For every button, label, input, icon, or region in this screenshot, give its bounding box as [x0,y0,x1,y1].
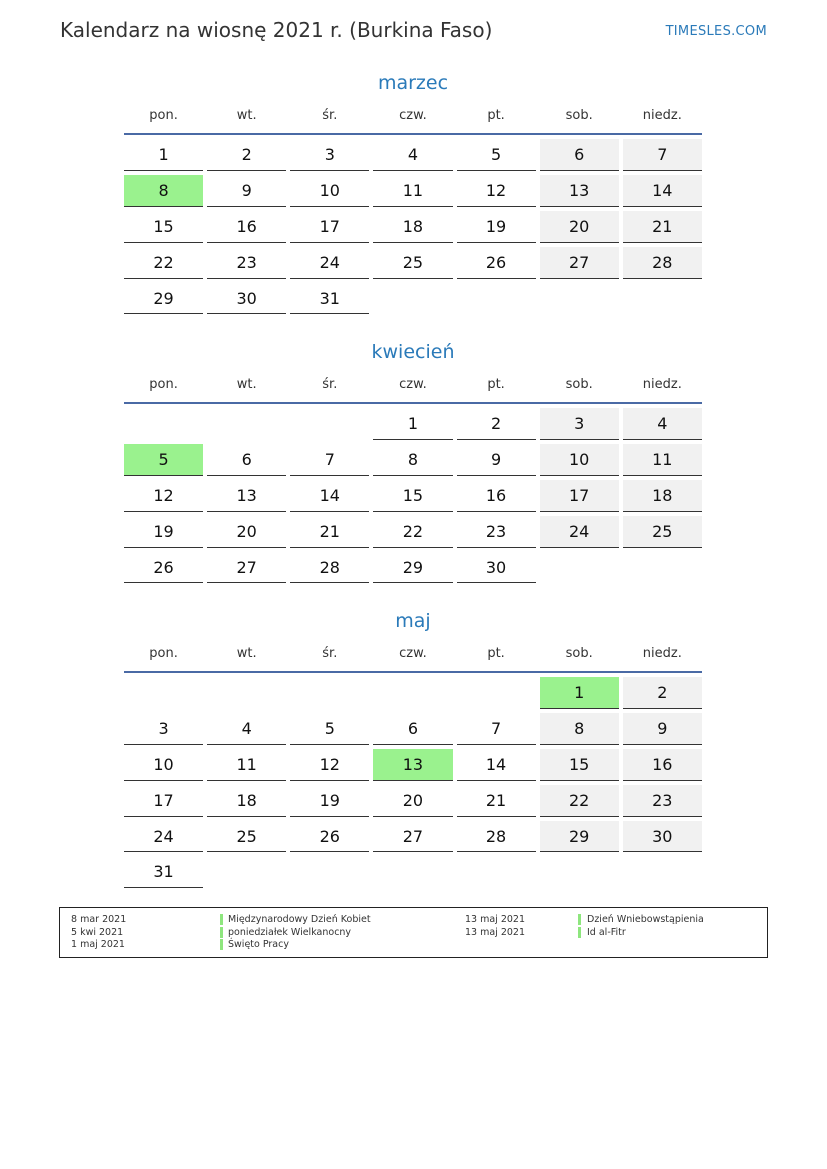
day-cell: 28 [457,821,536,853]
day-grid [122,677,704,892]
empty-cell [207,408,286,440]
site-link[interactable]: TIMESLES.COM [665,24,767,39]
legend-holiday-name: Międzynarodowy Dzień Kobiet [228,914,371,925]
holiday-color-marker [220,939,223,950]
day-cell: 12 [457,175,536,207]
weekday-label: sob. [565,646,593,661]
legend-holiday-name: poniedziałek Wielkanocny [228,926,352,938]
holiday-day-cell: 1 [540,677,619,709]
header-rule [124,671,702,673]
legend-holiday-name: Dzień Wniebowstąpienia [587,914,704,925]
day-cell: 19 [457,211,536,243]
page-title: Kalendarz na wiosnę 2021 r. (Burkina Faso) [60,18,493,42]
day-cell: 15 [124,211,203,243]
weekday-label: wt. [236,377,257,392]
weekday-header [122,375,704,394]
day-cell: 17 [290,211,369,243]
day-cell: 8 [373,444,452,476]
day-cell: 1 [373,408,452,440]
day-cell: 22 [124,247,203,279]
day-cell: 21 [623,211,702,243]
day-cell: 18 [373,211,452,243]
day-grid [122,408,704,587]
day-cell: 26 [290,821,369,853]
day-cell: 26 [457,247,536,279]
day-cell: 31 [290,283,369,315]
day-cell: 30 [457,552,536,584]
weekday-label: czw. [399,377,427,392]
weekday-header [122,644,704,663]
day-cell: 6 [540,139,619,171]
empty-cell [290,408,369,440]
day-cell: 12 [124,480,203,512]
holiday-legend [59,907,768,958]
weekday-label: czw. [399,646,427,661]
weekday-label: wt. [236,646,257,661]
day-cell: 9 [623,713,702,745]
day-cell: 2 [457,408,536,440]
legend-date: 8 mar 2021 [71,914,127,925]
day-cell: 5 [290,713,369,745]
day-cell: 26 [124,552,203,584]
day-cell: 25 [623,516,702,548]
day-cell: 22 [373,516,452,548]
day-cell: 23 [457,516,536,548]
empty-cell [373,677,452,709]
empty-cell [124,408,203,440]
day-cell: 9 [457,444,536,476]
day-cell: 16 [207,211,286,243]
day-cell: 7 [457,713,536,745]
empty-cell [290,677,369,709]
day-cell: 7 [290,444,369,476]
day-cell: 27 [540,247,619,279]
day-cell: 2 [623,677,702,709]
day-cell: 4 [623,408,702,440]
day-cell: 24 [124,821,203,853]
day-cell: 15 [540,749,619,781]
day-cell: 10 [540,444,619,476]
weekday-label: śr. [322,108,338,123]
weekday-label: pt. [487,377,505,392]
day-cell: 31 [124,856,203,888]
weekday-label: niedz. [642,646,682,661]
day-cell: 19 [290,785,369,817]
day-cell: 23 [623,785,702,817]
day-cell: 16 [623,749,702,781]
weekday-label: wt. [236,108,257,123]
day-cell: 25 [373,247,452,279]
day-cell: 20 [540,211,619,243]
weekday-label: czw. [399,108,427,123]
day-cell: 20 [207,516,286,548]
month-name: kwiecień [371,341,455,363]
header-rule [124,402,702,404]
day-cell: 15 [373,480,452,512]
holiday-day-cell: 8 [124,175,203,207]
day-cell: 25 [207,821,286,853]
legend-date: 13 maj 2021 [465,926,526,938]
day-cell: 14 [623,175,702,207]
legend-date: 1 maj 2021 [71,939,125,950]
weekday-label: śr. [322,377,338,392]
weekday-label: pon. [149,646,178,661]
legend-entry [60,938,767,951]
day-grid [122,139,704,318]
day-cell: 6 [373,713,452,745]
day-cell: 9 [207,175,286,207]
month-name: marzec [377,72,449,94]
day-cell: 2 [207,139,286,171]
weekday-label: pt. [487,108,505,123]
weekday-label: śr. [322,646,338,661]
weekday-label: pon. [149,108,178,123]
day-cell: 5 [457,139,536,171]
day-cell: 17 [540,480,619,512]
weekday-label: niedz. [642,377,682,392]
day-cell: 21 [290,516,369,548]
legend-holiday-name: Święto Pracy [228,939,289,950]
day-cell: 12 [290,749,369,781]
legend-date: 5 kwi 2021 [71,926,124,938]
holiday-color-marker [578,927,581,938]
holiday-day-cell: 13 [373,749,452,781]
legend-entry [60,913,767,926]
day-cell: 20 [373,785,452,817]
day-cell: 13 [540,175,619,207]
day-cell: 11 [207,749,286,781]
day-cell: 4 [373,139,452,171]
weekday-label: sob. [565,108,593,123]
day-cell: 7 [623,139,702,171]
day-cell: 6 [207,444,286,476]
day-cell: 14 [457,749,536,781]
weekday-header [122,106,704,125]
day-cell: 14 [290,480,369,512]
day-cell: 1 [124,139,203,171]
day-cell: 27 [207,552,286,584]
day-cell: 23 [207,247,286,279]
day-cell: 28 [623,247,702,279]
day-cell: 24 [540,516,619,548]
day-cell: 16 [457,480,536,512]
day-cell: 19 [124,516,203,548]
weekday-label: sob. [565,377,593,392]
day-cell: 17 [124,785,203,817]
day-cell: 4 [207,713,286,745]
day-cell: 11 [373,175,452,207]
legend-date: 13 maj 2021 [465,914,526,925]
legend-entry [60,926,767,939]
month-2 [122,608,704,892]
empty-cell [207,677,286,709]
day-cell: 29 [124,283,203,315]
day-cell: 3 [540,408,619,440]
day-cell: 29 [540,821,619,853]
weekday-label: pt. [487,646,505,661]
day-cell: 21 [457,785,536,817]
day-cell: 27 [373,821,452,853]
legend-holiday-name: Id al-Fitr [587,926,626,938]
month-1 [122,339,704,587]
day-cell: 22 [540,785,619,817]
day-cell: 24 [290,247,369,279]
month-0 [122,70,704,318]
day-cell: 10 [290,175,369,207]
empty-cell [457,677,536,709]
day-cell: 30 [207,283,286,315]
day-cell: 10 [124,749,203,781]
day-cell: 13 [207,480,286,512]
month-name: maj [395,610,431,632]
day-cell: 18 [207,785,286,817]
holiday-day-cell: 5 [124,444,203,476]
weekday-label: pon. [149,377,178,392]
holiday-color-marker [578,914,581,925]
day-cell: 28 [290,552,369,584]
day-cell: 18 [623,480,702,512]
weekday-label: niedz. [642,108,682,123]
header-rule [124,133,702,135]
day-cell: 8 [540,713,619,745]
empty-cell [124,677,203,709]
day-cell: 29 [373,552,452,584]
day-cell: 3 [290,139,369,171]
day-cell: 30 [623,821,702,853]
day-cell: 11 [623,444,702,476]
day-cell: 3 [124,713,203,745]
